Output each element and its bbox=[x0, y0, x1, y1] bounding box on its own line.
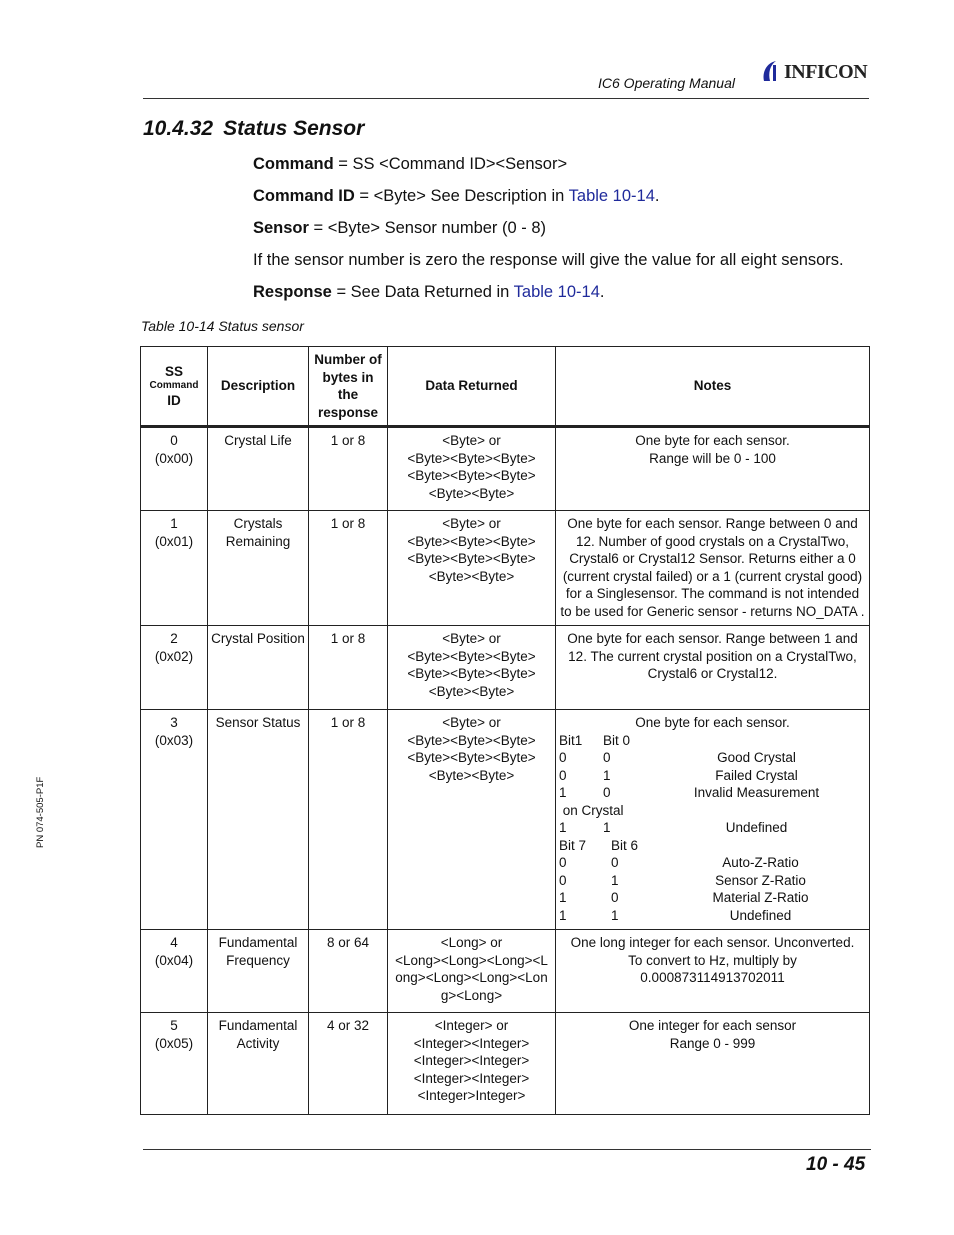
notes-line: Range will be 0 - 100 bbox=[649, 450, 776, 466]
bit-value: 1 bbox=[559, 907, 567, 923]
bit-row bbox=[559, 767, 866, 785]
bit-value: 0 bbox=[603, 750, 611, 765]
header-id: ID bbox=[167, 393, 181, 408]
hex-value: (0x01) bbox=[154, 533, 194, 549]
cell-id bbox=[141, 511, 208, 626]
id-value: 1 bbox=[170, 516, 178, 531]
notes-line: One byte for each sensor. Range between 0 and bbox=[567, 516, 858, 531]
data-line: <Byte> or bbox=[442, 433, 501, 448]
bit-value: 0 bbox=[559, 855, 567, 870]
id-value: 5 bbox=[170, 1018, 178, 1033]
notes-line: Crystal6 or Crystal12. bbox=[647, 666, 778, 681]
bit-value: 0 bbox=[559, 750, 567, 765]
section-number: 10.4.32 bbox=[143, 117, 214, 140]
cell-data bbox=[388, 427, 556, 511]
command-id-line bbox=[253, 187, 659, 206]
table-row bbox=[141, 511, 870, 626]
bit-meaning: Good Crystal bbox=[717, 750, 796, 765]
response-end: . bbox=[599, 283, 605, 301]
bit-row bbox=[559, 784, 866, 802]
bit-meaning: Failed Crystal bbox=[715, 767, 798, 783]
cell-id bbox=[141, 1013, 208, 1115]
id-value: 0 bbox=[170, 433, 178, 448]
cell-notes bbox=[556, 427, 870, 511]
bit-meaning-continued: on Crystal bbox=[559, 802, 624, 818]
cell-notes bbox=[556, 511, 870, 626]
cell-data bbox=[388, 710, 556, 930]
bit-meaning: Auto-Z-Ratio bbox=[722, 855, 799, 870]
data-line: <Integer>Integer> bbox=[417, 1088, 526, 1103]
bit-value: 1 bbox=[603, 820, 611, 835]
notes-line: Crystal6 or Crystal12 Sensor. Returns either a 0 bbox=[569, 551, 856, 566]
response-text: = See Data Returned in bbox=[331, 283, 514, 301]
data-line: <Integer><Integer> bbox=[413, 1035, 530, 1051]
table-row bbox=[141, 710, 870, 930]
header-data-returned: Data Returned bbox=[388, 347, 556, 427]
bit-value: 0 bbox=[611, 890, 619, 905]
data-line: <Byte><Byte> bbox=[428, 485, 515, 501]
data-line: <Integer><Integer> bbox=[413, 1070, 530, 1086]
command-text: = SS <Command ID><Sensor> bbox=[333, 155, 568, 173]
notes-line: to be used for Generic sensor - returns NO_DATA . bbox=[560, 603, 865, 619]
cell-bytes: 1 or 8 bbox=[309, 626, 388, 710]
notes-line: One byte for each sensor. Range between 1 and bbox=[567, 631, 858, 646]
cell-data bbox=[388, 930, 556, 1013]
data-line: <Byte><Byte><Byte> bbox=[407, 732, 536, 748]
data-line: <Byte><Byte> bbox=[428, 568, 515, 584]
data-line: <Byte><Byte><Byte> bbox=[407, 468, 536, 483]
bit-value: 1 bbox=[559, 890, 567, 905]
bit-value: 1 bbox=[611, 872, 619, 888]
cell-description: Sensor Status bbox=[208, 710, 309, 930]
data-line: <Long> or bbox=[440, 935, 503, 950]
data-line: <Byte> or bbox=[442, 516, 501, 531]
bit-value: 0 bbox=[611, 855, 619, 870]
notes-line: Range 0 - 999 bbox=[669, 1035, 756, 1051]
cell-id bbox=[141, 710, 208, 930]
status-sensor-table bbox=[140, 346, 870, 1115]
sensor-label: Sensor bbox=[253, 219, 309, 237]
hex-value: (0x05) bbox=[154, 1035, 194, 1051]
data-line: <Byte><Byte><Byte> bbox=[407, 666, 536, 681]
cell-description: Crystal Position bbox=[208, 626, 309, 710]
header-ss: SS bbox=[164, 363, 183, 379]
hex-value: (0x04) bbox=[154, 952, 194, 968]
table-link[interactable]: Table 10-14 bbox=[513, 283, 600, 301]
bit-value: 0 bbox=[559, 872, 567, 888]
cell-bytes: 4 or 32 bbox=[309, 1013, 388, 1115]
cell-bytes: 8 or 64 bbox=[309, 930, 388, 1013]
id-value: 2 bbox=[170, 631, 178, 646]
cell-description: Fundamental Frequency bbox=[208, 930, 309, 1013]
bit-label: Bit 6 bbox=[611, 837, 639, 853]
cell-bytes: 1 or 8 bbox=[309, 427, 388, 511]
data-line: ong><Long><Long><Lon bbox=[395, 970, 548, 985]
notes-line: One long integer for each sensor. Unconverted. bbox=[570, 935, 855, 950]
command-line bbox=[253, 155, 567, 174]
response-label: Response bbox=[253, 283, 332, 301]
cell-notes bbox=[556, 710, 870, 930]
bit-row bbox=[559, 907, 866, 925]
cell-id bbox=[141, 626, 208, 710]
data-line: <Byte><Byte> bbox=[428, 767, 515, 783]
bit-meaning: Invalid Measurement bbox=[693, 785, 820, 800]
bit-row bbox=[559, 819, 866, 837]
bit-row bbox=[559, 872, 866, 890]
hex-value: (0x03) bbox=[154, 732, 194, 748]
data-line: <Integer> or bbox=[434, 1018, 509, 1033]
data-line: <Byte><Byte><Byte> bbox=[407, 750, 536, 765]
table-row bbox=[141, 626, 870, 710]
table-row bbox=[141, 930, 870, 1013]
data-line: <Byte><Byte><Byte> bbox=[407, 551, 536, 566]
manual-title: IC6 Operating Manual bbox=[598, 75, 735, 91]
notes-line: (current crystal failed) or a 1 (current crystal good) bbox=[562, 568, 863, 584]
cell-id bbox=[141, 930, 208, 1013]
cell-notes bbox=[556, 1013, 870, 1115]
data-line: g><Long> bbox=[440, 987, 503, 1003]
bit-meaning: Undefined bbox=[729, 907, 792, 923]
footer-rule bbox=[143, 1149, 871, 1150]
bit-meaning: Sensor Z-Ratio bbox=[715, 872, 806, 888]
notes-line: To convert to Hz, multiply by bbox=[628, 952, 797, 968]
notes-line: One integer for each sensor bbox=[628, 1018, 797, 1033]
cell-description: Crystal Life bbox=[208, 427, 309, 511]
header-notes: Notes bbox=[556, 347, 870, 427]
header-command-id bbox=[141, 347, 208, 427]
command-id-label: Command ID bbox=[253, 187, 355, 205]
cell-notes bbox=[556, 930, 870, 1013]
bit-row bbox=[559, 889, 866, 907]
header-command: Command bbox=[149, 380, 199, 391]
bit-row bbox=[559, 749, 866, 767]
page-number: 10 - 45 bbox=[806, 1154, 866, 1175]
cell-id bbox=[141, 427, 208, 511]
data-line: <Byte><Byte><Byte> bbox=[407, 533, 536, 549]
id-value: 4 bbox=[170, 935, 178, 950]
bit-label: Bit1 bbox=[559, 732, 583, 748]
cell-description: Fundamental Activity bbox=[208, 1013, 309, 1115]
notes-line: for a Singlesensor. The command is not intended bbox=[565, 586, 860, 601]
bit-header-row bbox=[559, 732, 866, 750]
logo-mark-icon bbox=[760, 59, 782, 83]
response-line bbox=[253, 283, 604, 302]
header-description: Description bbox=[208, 347, 309, 427]
table-link[interactable]: Table 10-14 bbox=[568, 187, 655, 205]
inficon-logo bbox=[760, 59, 875, 85]
cell-notes bbox=[556, 626, 870, 710]
command-id-end: . bbox=[654, 187, 660, 205]
cell-bytes: 1 or 8 bbox=[309, 710, 388, 930]
section-heading bbox=[143, 117, 364, 141]
cell-bytes: 1 or 8 bbox=[309, 511, 388, 626]
data-line: <Byte><Byte> bbox=[428, 683, 515, 699]
bit-table bbox=[559, 732, 866, 925]
bit-meaning: Material Z-Ratio bbox=[712, 890, 809, 905]
data-line: <Byte><Byte><Byte> bbox=[407, 450, 536, 466]
bit-value: 0 bbox=[603, 785, 611, 800]
bit-value: 0 bbox=[559, 767, 567, 783]
cell-data bbox=[388, 626, 556, 710]
bit-value: 1 bbox=[611, 907, 619, 923]
hex-value: (0x02) bbox=[154, 648, 194, 664]
note-line: If the sensor number is zero the response will give the value for all eight sensors. bbox=[253, 251, 844, 269]
cell-data bbox=[388, 511, 556, 626]
bit-value: 1 bbox=[559, 820, 567, 835]
sensor-line bbox=[253, 219, 546, 238]
header-rule bbox=[143, 98, 869, 99]
cell-data bbox=[388, 1013, 556, 1115]
cell-description: Crystals Remaining bbox=[208, 511, 309, 626]
table-caption: Table 10-14 Status sensor bbox=[141, 318, 304, 334]
data-line: <Byte><Byte><Byte> bbox=[407, 648, 536, 664]
table-header-row bbox=[141, 347, 870, 427]
notes-line: One byte for each sensor. bbox=[635, 715, 790, 730]
bit-row bbox=[559, 854, 866, 872]
data-line: <Byte> or bbox=[442, 631, 501, 646]
data-line: <Integer><Integer> bbox=[413, 1053, 530, 1068]
command-id-text: = <Byte> See Description in bbox=[354, 187, 569, 205]
data-line: <Byte> or bbox=[442, 715, 501, 730]
command-label: Command bbox=[253, 155, 334, 173]
part-number: PN 074-505-P1F bbox=[35, 776, 46, 848]
bit-meaning: Undefined bbox=[725, 820, 788, 835]
header-bytes: Number of bytes in the response bbox=[309, 347, 388, 427]
bit-label: Bit 7 bbox=[559, 837, 587, 853]
id-value: 3 bbox=[170, 715, 178, 730]
data-line: <Long><Long><Long><L bbox=[395, 952, 548, 968]
table-row bbox=[141, 1013, 870, 1115]
notes-line: 0.000873114913702011 bbox=[640, 970, 785, 985]
section-title: Status Sensor bbox=[223, 117, 365, 140]
bit-value: 1 bbox=[559, 785, 567, 800]
sensor-text: = <Byte> Sensor number (0 - 8) bbox=[308, 219, 547, 237]
table-row bbox=[141, 427, 870, 511]
bit-label: Bit 0 bbox=[603, 732, 631, 748]
notes-line: One byte for each sensor. bbox=[635, 433, 790, 448]
bit-value: 1 bbox=[603, 767, 611, 783]
hex-value: (0x00) bbox=[154, 450, 194, 466]
bit-header-row bbox=[559, 837, 866, 855]
notes-line: 12. The current crystal position on a CrystalTwo, bbox=[568, 648, 857, 664]
notes-line: 12. Number of good crystals on a CrystalTwo, bbox=[575, 533, 850, 549]
logo-text: INFICON bbox=[784, 61, 868, 83]
